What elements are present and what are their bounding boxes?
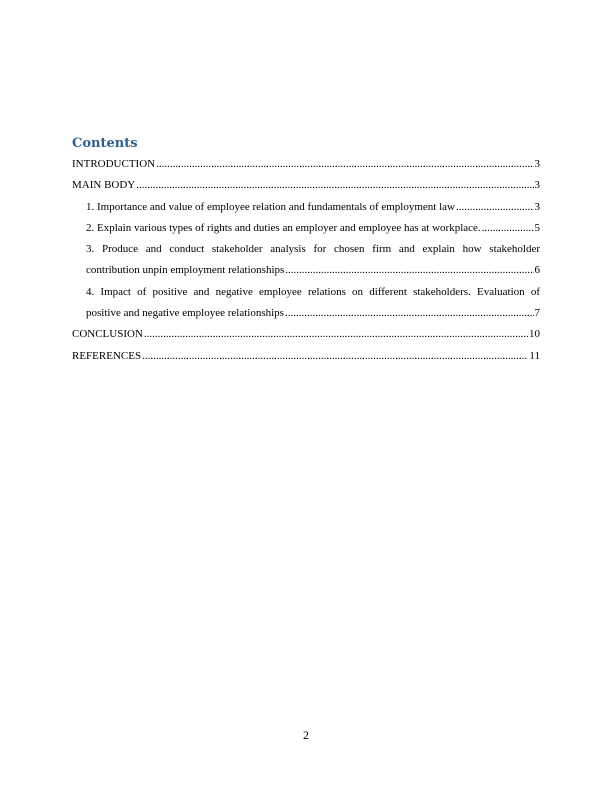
toc-entry-page: 10 <box>529 328 540 341</box>
toc-entry-section-3[interactable] <box>72 239 540 282</box>
toc-entry-section-4[interactable] <box>72 282 540 325</box>
toc-entry-title: 2. Explain various types of rights and duties an employer and employee has at workplace. <box>86 221 481 234</box>
toc-entry-title: 1. Importance and value of employee relation and fundamentals of employment law <box>86 200 455 213</box>
toc-entry-references[interactable] <box>72 346 540 367</box>
toc-dot-leader <box>482 218 534 239</box>
toc-entry-conclusion[interactable] <box>72 324 540 345</box>
toc-entry-title: REFERENCES <box>72 349 142 362</box>
toc-entry-page: 11 <box>529 349 540 362</box>
toc-entry-page: 7 <box>534 307 540 320</box>
page-number: 2 <box>303 728 309 742</box>
toc-dot-leader <box>456 197 534 218</box>
toc-entry-title-line2: positive and negative employee relationships <box>86 307 284 320</box>
toc-dot-leader <box>285 303 534 324</box>
toc-dot-leader <box>144 324 528 345</box>
toc-entry-title-line1: 4. Impact of positive and negative employee relations on different stakeholders. Evaluation of <box>86 285 540 298</box>
toc-dot-leader <box>156 154 533 175</box>
toc-entry-page: 6 <box>534 264 540 277</box>
table-of-contents <box>72 154 540 367</box>
toc-entry-title: MAIN BODY <box>72 179 136 192</box>
toc-dot-leader <box>285 260 533 281</box>
toc-entry-page: 3 <box>534 200 540 213</box>
toc-heading: Contents <box>72 136 138 151</box>
toc-entry-page: 3 <box>534 158 540 170</box>
toc-entry-introduction[interactable] <box>72 154 540 175</box>
toc-entry-page: 3 <box>534 179 540 192</box>
toc-entry-title: CONCLUSION <box>72 328 143 341</box>
toc-dot-leader <box>136 175 533 196</box>
toc-entry-title-line2: contribution unpin employment relationships <box>86 264 285 277</box>
toc-entry-page: 5 <box>534 221 540 234</box>
toc-dot-leader <box>142 346 528 367</box>
toc-entry-section-2[interactable] <box>72 218 540 239</box>
toc-entry-main-body[interactable] <box>72 175 540 196</box>
toc-entry-title-line1: 3. Produce and conduct stakeholder analysis for chosen firm and explain how stakeholder <box>86 243 540 256</box>
toc-entry-section-1[interactable] <box>72 197 540 218</box>
toc-entry-title: INTRODUCTION <box>72 158 156 170</box>
